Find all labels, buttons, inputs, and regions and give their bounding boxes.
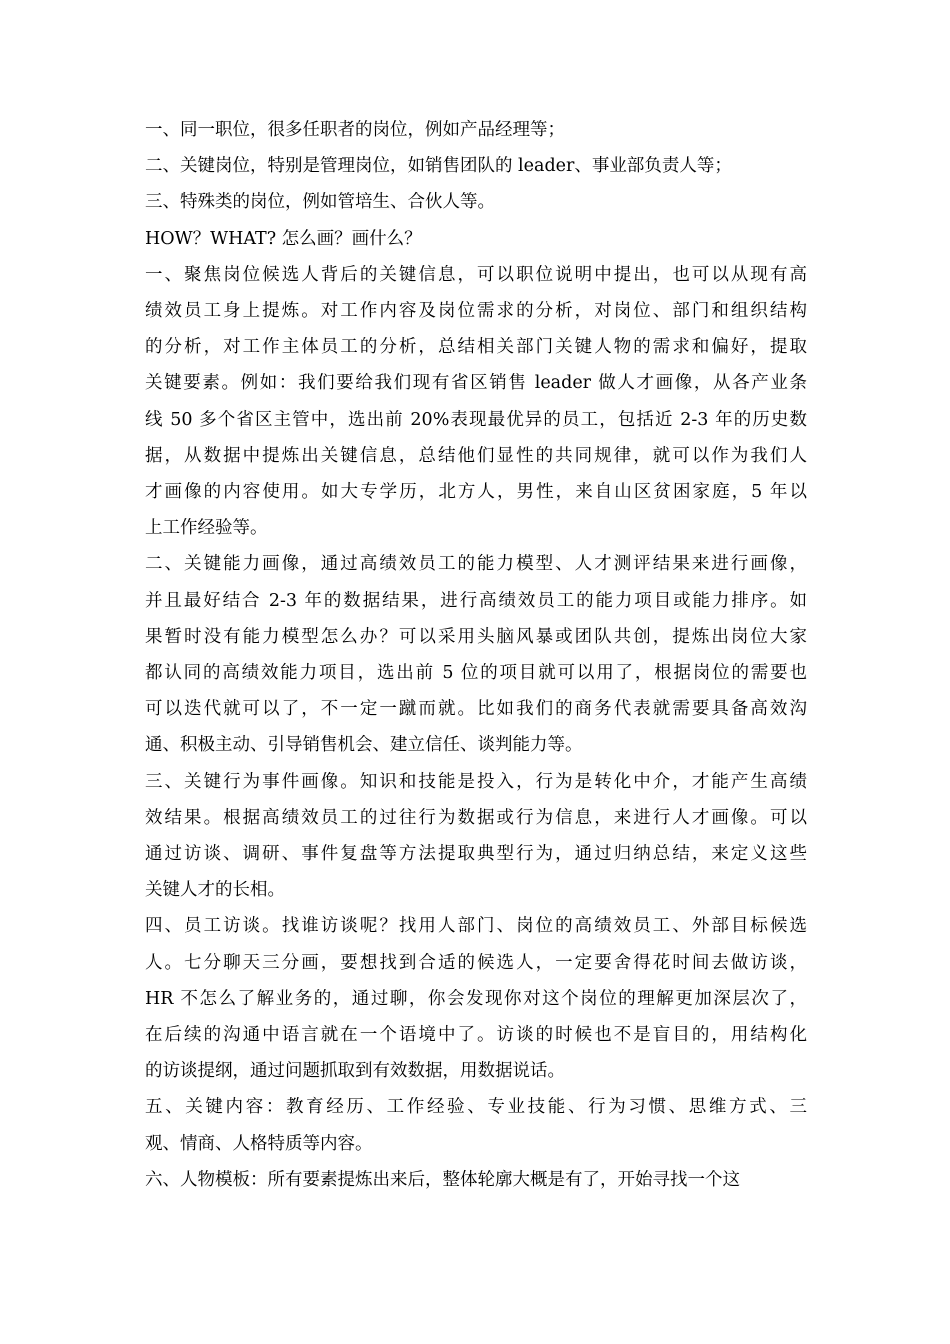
text-line: 一、聚焦岗位候选人背后的关键信息，可以职位说明中提出，也可以从现有高: [145, 264, 807, 285]
text-line: 六、人物模板：所有要素提炼出来后，整体轮廓大概是有了，开始寻找一个这: [145, 1169, 740, 1190]
paragraph: [145, 1162, 807, 1198]
paragraph: [145, 257, 807, 547]
text-line: 四、员工访谈。找谁访谈呢？找用人部门、岗位的高绩效员工、外部目标候选: [145, 916, 807, 937]
text-line: 都认同的高绩效能力项目，选出前 5 位的项目就可以用了，根据岗位的需要也: [145, 663, 807, 684]
text-line: 果暂时没有能力模型怎么办？可以采用头脑风暴或团队共创，提炼出岗位大家: [145, 626, 807, 647]
text-line: 上工作经验等。: [145, 518, 268, 539]
text-line: 效结果。根据高绩效员工的过往行为数据或行为信息，来进行人才画像。可以: [145, 807, 807, 828]
text-line: 关键人才的长相。: [145, 880, 285, 901]
text-line: HR 不怎么了解业务的，通过聊，你会发现你对这个岗位的理解更加深层次了，: [145, 988, 807, 1009]
text-line: 五、关键内容：教育经历、工作经验、专业技能、行为习惯、思维方式、三: [145, 1097, 807, 1118]
text-line: 线 50 多个省区主管中，选出前 20%表现最优异的员工，包括近 2-3 年的历史数: [145, 409, 807, 430]
text-line: 在后续的沟通中语言就在一个语境中了。访谈的时候也不是盲目的，用结构化: [145, 1025, 807, 1046]
text-line: 人。七分聊天三分画，要想找到合适的候选人，一定要舍得花时间去做访谈，: [145, 952, 807, 973]
text-line: 二、关键能力画像，通过高绩效员工的能力模型、人才测评结果来进行画像，: [145, 554, 807, 575]
paragraph: [145, 546, 807, 763]
text-line: HOW？WHAT? 怎么画？画什么？: [145, 228, 422, 249]
text-line: 一、同一职位，很多任职者的岗位，例如产品经理等；: [145, 120, 565, 140]
text-line: 绩效员工身上提炼。对工作内容及岗位需求的分析，对岗位、部门和组织结构: [145, 301, 807, 322]
paragraph: [145, 908, 807, 1089]
paragraph: [145, 221, 807, 257]
text-line: 通、积极主动、引导销售机会、建立信任、谈判能力等。: [145, 735, 583, 756]
text-line: 并且最好结合 2-3 年的数据结果，进行高绩效员工的能力项目或能力排序。如: [145, 590, 807, 611]
text-line: 的分析，对工作主体员工的分析，总结相关部门关键人物的需求和偏好，提取: [145, 337, 807, 358]
text-line: 三、关键行为事件画像。知识和技能是投入，行为是转化中介，才能产生高绩: [145, 771, 807, 792]
text-line: 的访谈提纲，通过问题抓取到有效数据，用数据说话。: [145, 1061, 565, 1082]
paragraph: [145, 764, 807, 909]
text-line: 据，从数据中提炼出关键信息，总结他们显性的共同规律，就可以作为我们人: [145, 445, 807, 466]
text-line: 观、情商、人格特质等内容。: [145, 1133, 373, 1154]
paragraph: [145, 1089, 807, 1161]
paragraph: [145, 184, 807, 220]
text-line: 三、特殊类的岗位，例如管培生、合伙人等。: [145, 192, 495, 213]
text-line: 通过访谈、调研、事件复盘等方法提取典型行为，通过归纳总结，来定义这些: [145, 844, 807, 865]
text-line: 才画像的内容使用。如大专学历，北方人，男性，来自山区贫困家庭，5 年以: [145, 482, 807, 503]
paragraph: [145, 112, 807, 148]
paragraph: [145, 148, 807, 184]
text-line: 可以迭代就可以了，不一定一蹴而就。比如我们的商务代表就需要具备高效沟: [145, 699, 807, 720]
text-line: 关键要素。例如：我们要给我们现有省区销售 leader 做人才画像，从各产业条: [145, 373, 807, 394]
document-body: [145, 112, 807, 1198]
text-line: 二、关键岗位，特别是管理岗位，如销售团队的 leader、事业部负责人等；: [145, 156, 732, 177]
